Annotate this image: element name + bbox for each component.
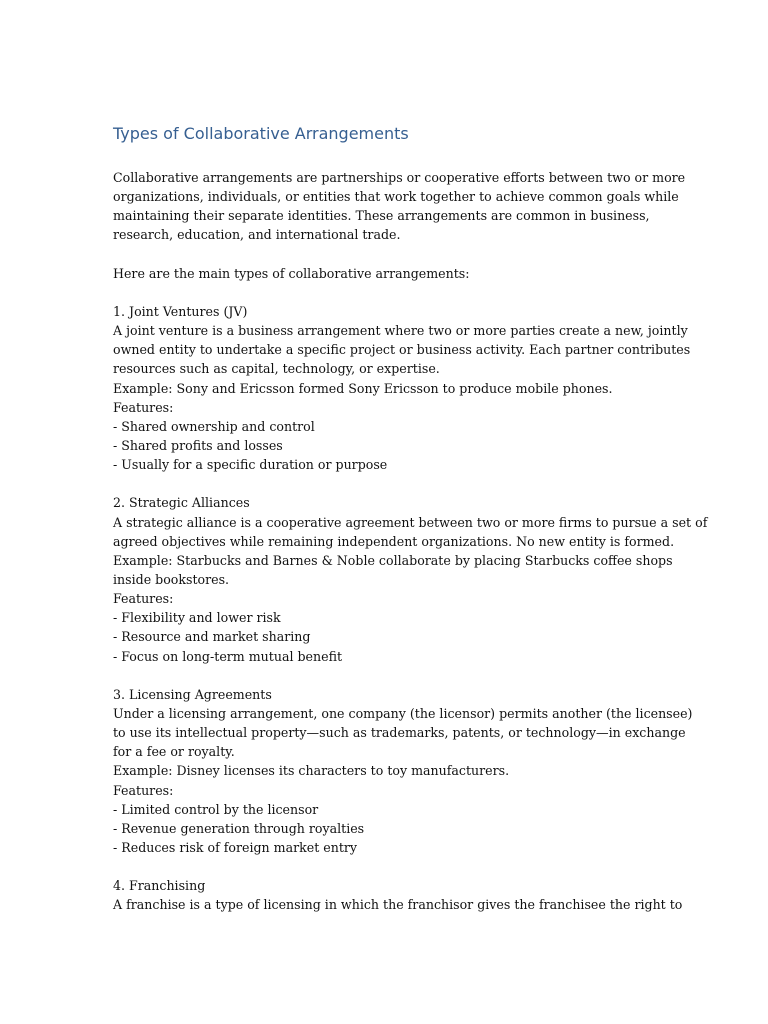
features-label: Features: (113, 782, 174, 798)
feature-item: - Focus on long-term mutual benefit (113, 648, 343, 664)
section-description-line: for a fee or royalty. (113, 744, 235, 760)
feature-item: - Reduces risk of foreign market entry (113, 839, 358, 855)
feature-item: - Resource and market sharing (113, 629, 311, 645)
section-description-line: Under a licensing arrangement, one company (the licensor) permits another (the licensee) (113, 705, 693, 721)
features-label: Features: (113, 591, 174, 607)
section-description-line: agreed objectives while remaining independent organizations. No new entity is formed. (113, 533, 675, 549)
section-description-line: A joint venture is a business arrangement where two or more parties create a new, jointly (113, 323, 688, 339)
feature-item: - Shared profits and losses (113, 437, 283, 453)
feature-item: - Revenue generation through royalties (113, 820, 365, 836)
section-description-line: owned entity to undertake a specific project or business activity. Each partner contributes (113, 342, 691, 358)
section-licensing-agreements (113, 685, 693, 857)
section-example: Example: Sony and Ericsson formed Sony Ericsson to produce mobile phones. (113, 380, 613, 396)
intro-line: research, education, and international trade. (113, 227, 401, 243)
paragraph-spacer (113, 245, 673, 264)
paragraph-spacer (113, 283, 673, 302)
feature-item: - Shared ownership and control (113, 418, 315, 434)
section-description-line: A franchise is a type of licensing in which the franchisor gives the franchisee the right to (113, 897, 683, 913)
feature-item: - Usually for a specific duration or purpose (113, 457, 388, 473)
intro-line: Collaborative arrangements are partnerships or cooperative efforts between two or more (113, 170, 686, 185)
section-example: Example: Disney licenses its characters to toy manufacturers. (113, 763, 510, 779)
intro-paragraph (113, 168, 686, 245)
section-franchising (113, 876, 683, 914)
section-description-line: A strategic alliance is a cooperative agreement between two or more firms to pursue a set of (113, 514, 708, 530)
section-description-line: resources such as capital, technology, or expertise. (113, 361, 440, 377)
section-example: inside bookstores. (113, 571, 230, 587)
feature-item: - Flexibility and lower risk (113, 610, 281, 626)
paragraph-spacer (113, 474, 673, 493)
section-heading: 1. Joint Ventures (JV) (113, 303, 248, 319)
lead-in-text: Here are the main types of collaborative arrangements: (113, 265, 470, 281)
intro-line: organizations, individuals, or entities that work together to achieve common goals while (113, 189, 679, 205)
section-example: Example: Starbucks and Barnes & Noble collaborate by placing Starbucks coffee shops (113, 552, 673, 568)
paragraph-spacer (113, 666, 673, 685)
section-heading: 4. Franchising (113, 878, 206, 894)
section-strategic-alliances (113, 493, 708, 665)
feature-item: - Limited control by the licensor (113, 801, 319, 817)
section-joint-ventures (113, 302, 691, 474)
section-heading: 3. Licensing Agreements (113, 686, 272, 702)
features-label: Features: (113, 399, 174, 415)
section-heading: 2. Strategic Alliances (113, 495, 250, 511)
document-body (113, 168, 708, 914)
paragraph-spacer (113, 857, 673, 876)
document-title: Types of Collaborative Arrangements (113, 124, 409, 143)
intro-line: maintaining their separate identities. These arrangements are common in business, (113, 208, 650, 224)
section-description-line: to use its intellectual property—such as trademarks, patents, or technology—in exchange (113, 725, 686, 741)
